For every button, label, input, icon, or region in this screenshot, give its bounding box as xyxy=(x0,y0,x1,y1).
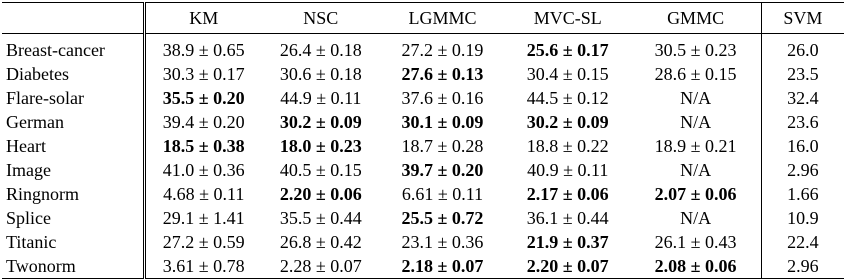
value-cell-nsc: 40.5 ± 0.15 xyxy=(279,160,362,180)
dataset-name-cell: Flare-solar xyxy=(6,88,84,108)
value-cell-gmmc: N/A xyxy=(680,208,712,228)
header-cell-gmmc: GMMC xyxy=(630,3,761,34)
value-cell-nsc: 35.5 ± 0.44 xyxy=(279,208,362,228)
value-cell-nsc: 30.2 ± 0.09 xyxy=(279,112,362,132)
dataset-name-cell: Heart xyxy=(6,136,46,156)
value-cell-nsc: 44.9 ± 0.11 xyxy=(280,88,362,108)
value-cell-svm: 1.66 xyxy=(761,182,844,206)
value-cell-mvc-sl: 2.17 ± 0.06 xyxy=(526,184,609,204)
dataset-name-cell: Splice xyxy=(6,208,51,228)
dataset-name-cell: Titanic xyxy=(6,232,57,252)
value-cell-nsc: 18.0 ± 0.23 xyxy=(279,136,362,156)
value-cell-km: 4.68 ± 0.11 xyxy=(144,182,262,206)
value-cell-mvc-sl: 30.4 ± 0.15 xyxy=(526,64,609,84)
value-cell-gmmc: 2.08 ± 0.06 xyxy=(630,254,761,279)
header-row xyxy=(2,3,844,34)
value-cell-lgmmc: 27.2 ± 0.19 xyxy=(401,40,484,60)
value-cell-svm: 2.96 xyxy=(761,254,844,279)
value-cell-lgmmc: 6.61 ± 0.11 xyxy=(401,184,484,204)
value-cell-km: 18.5 ± 0.38 xyxy=(144,134,262,158)
header-cell-mvc-sl: MVC-SL xyxy=(505,3,630,34)
dataset-name-cell: Ringnorm xyxy=(6,184,80,204)
header-cell-dataset xyxy=(2,3,144,34)
table-header xyxy=(2,3,844,34)
table-row xyxy=(2,86,844,110)
value-cell-mvc-sl: 25.6 ± 0.17 xyxy=(526,40,609,60)
value-cell-gmmc: 2.07 ± 0.06 xyxy=(654,184,737,204)
table-row xyxy=(2,158,844,182)
value-cell-mvc-sl: 18.8 ± 0.22 xyxy=(526,136,609,156)
value-cell-km: 27.2 ± 0.59 xyxy=(144,230,262,254)
value-cell-gmmc: 18.9 ± 0.21 xyxy=(654,136,737,156)
value-cell-gmmc: 26.1 ± 0.43 xyxy=(654,232,737,252)
table-row xyxy=(2,62,844,86)
value-cell-gmmc: N/A xyxy=(680,112,712,132)
value-cell-km: 30.3 ± 0.17 xyxy=(144,62,262,86)
value-cell-nsc: 26.4 ± 0.18 xyxy=(279,40,362,60)
table-row xyxy=(2,230,844,254)
table-row xyxy=(2,182,844,206)
value-cell-svm: 23.5 xyxy=(761,62,844,86)
value-cell-lgmmc: 39.7 ± 0.20 xyxy=(401,160,484,180)
value-cell-lgmmc: 30.1 ± 0.09 xyxy=(401,112,484,132)
value-cell-svm: 2.96 xyxy=(761,158,844,182)
value-cell-nsc: 2.20 ± 0.06 xyxy=(279,184,362,204)
table-row xyxy=(2,34,844,63)
value-cell-gmmc: 28.6 ± 0.15 xyxy=(654,64,737,84)
value-cell-km: 39.4 ± 0.20 xyxy=(144,110,262,134)
value-cell-nsc: 26.8 ± 0.42 xyxy=(279,232,362,252)
dataset-name-cell: Twonorm xyxy=(2,254,144,279)
value-cell-gmmc: N/A xyxy=(680,88,712,108)
value-cell-svm: 22.4 xyxy=(761,230,844,254)
dataset-name-cell: Breast-cancer xyxy=(6,40,105,60)
value-cell-svm: 32.4 xyxy=(761,86,844,110)
dataset-name-cell: Image xyxy=(6,160,51,180)
header-cell-lgmmc: LGMMC xyxy=(380,3,505,34)
value-cell-mvc-sl: 2.20 ± 0.07 xyxy=(505,254,630,279)
results-table xyxy=(2,2,844,279)
value-cell-lgmmc: 25.5 ± 0.72 xyxy=(401,208,484,228)
table-row xyxy=(2,134,844,158)
value-cell-mvc-sl: 44.5 ± 0.12 xyxy=(526,88,609,108)
value-cell-km: 3.61 ± 0.78 xyxy=(144,254,262,279)
value-cell-lgmmc: 37.6 ± 0.16 xyxy=(401,88,484,108)
value-cell-km: 29.1 ± 1.41 xyxy=(144,206,262,230)
value-cell-gmmc: 30.5 ± 0.23 xyxy=(654,40,737,60)
header-cell-svm: SVM xyxy=(761,3,844,34)
value-cell-mvc-sl: 36.1 ± 0.44 xyxy=(526,208,609,228)
value-cell-lgmmc: 23.1 ± 0.36 xyxy=(401,232,484,252)
value-cell-mvc-sl: 40.9 ± 0.11 xyxy=(527,160,609,180)
value-cell-svm: 16.0 xyxy=(761,134,844,158)
value-cell-svm: 26.0 xyxy=(761,34,844,63)
value-cell-lgmmc: 2.18 ± 0.07 xyxy=(380,254,505,279)
value-cell-nsc: 30.6 ± 0.18 xyxy=(279,64,362,84)
header-cell-km: KM xyxy=(144,3,262,34)
table-row xyxy=(2,110,844,134)
table-body xyxy=(2,34,844,279)
dataset-name-cell: Diabetes xyxy=(6,64,69,84)
value-cell-km: 35.5 ± 0.20 xyxy=(144,86,262,110)
value-cell-svm: 23.6 xyxy=(761,110,844,134)
dataset-name-cell: German xyxy=(6,112,64,132)
header-cell-nsc: NSC xyxy=(262,3,380,34)
value-cell-mvc-sl: 30.2 ± 0.09 xyxy=(526,112,609,132)
value-cell-km: 41.0 ± 0.36 xyxy=(144,158,262,182)
value-cell-mvc-sl: 21.9 ± 0.37 xyxy=(526,232,609,252)
table-row xyxy=(2,206,844,230)
value-cell-svm: 10.9 xyxy=(761,206,844,230)
value-cell-gmmc: N/A xyxy=(680,160,712,180)
value-cell-lgmmc: 18.7 ± 0.28 xyxy=(401,136,484,156)
value-cell-nsc: 2.28 ± 0.07 xyxy=(262,254,380,279)
value-cell-km: 38.9 ± 0.65 xyxy=(144,34,262,63)
table-row xyxy=(2,254,844,279)
value-cell-lgmmc: 27.6 ± 0.13 xyxy=(401,64,484,84)
